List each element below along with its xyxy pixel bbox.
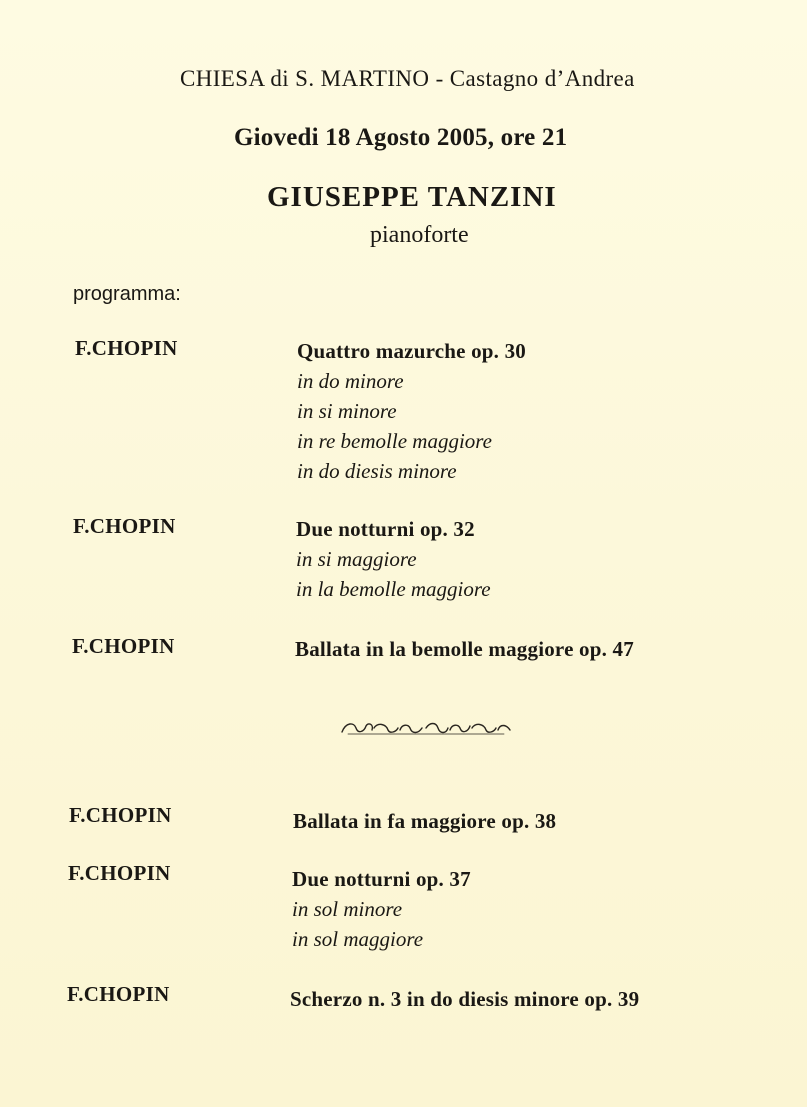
- concert-date: Giovedi 18 Agosto 2005, ore 21: [234, 124, 568, 151]
- program-item: [296, 514, 491, 604]
- work-title: Scherzo n. 3 in do diesis minore op. 39: [290, 987, 640, 1011]
- program-item: [293, 806, 556, 836]
- work-title: Due notturni op. 37: [292, 867, 471, 891]
- work-movement: in si minore: [297, 399, 397, 423]
- composer-name: F.CHOPIN: [72, 634, 175, 658]
- work-title: Quattro mazurche op. 30: [297, 339, 526, 363]
- work-movement: in re bemolle maggiore: [297, 429, 492, 453]
- composer-name: F.CHOPIN: [69, 803, 172, 827]
- work-movement: in do minore: [297, 369, 404, 393]
- artist-instrument: pianoforte: [370, 222, 469, 248]
- work-movement: in sol maggiore: [292, 927, 424, 951]
- work-title: Ballata in la bemolle maggiore op. 47: [295, 637, 634, 661]
- artist-name: GIUSEPPE TANZINI: [267, 181, 557, 213]
- work-movement: in si maggiore: [296, 547, 417, 571]
- composer-name: F.CHOPIN: [68, 861, 171, 885]
- program-item: [292, 864, 471, 954]
- venue-heading: CHIESA di S. MARTINO - Castagno d’Andrea: [180, 66, 635, 91]
- composer-name: F.CHOPIN: [67, 982, 170, 1006]
- composer-name: F.CHOPIN: [73, 514, 176, 538]
- work-title: Ballata in fa maggiore op. 38: [293, 809, 557, 833]
- ornament-divider: [338, 718, 514, 738]
- program-label: programma:: [73, 283, 181, 305]
- work-movement: in do diesis minore: [297, 459, 457, 483]
- work-title: Due notturni op. 32: [296, 517, 475, 541]
- program-item: [295, 634, 634, 664]
- composer-name: F.CHOPIN: [75, 336, 178, 360]
- work-movement: in sol minore: [292, 897, 403, 921]
- program-item: [297, 336, 526, 486]
- work-movement: in la bemolle maggiore: [296, 577, 491, 601]
- program-item: [290, 984, 639, 1014]
